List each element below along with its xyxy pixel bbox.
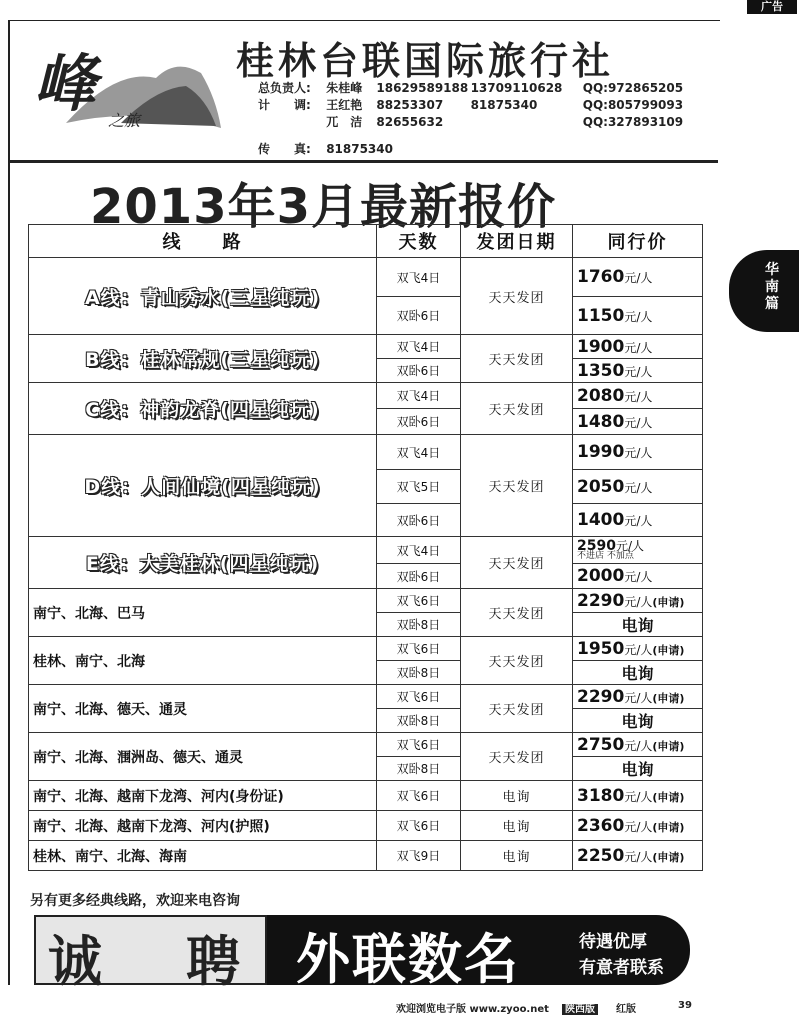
- page-number: 39: [678, 1000, 692, 1011]
- apply-label: (申请): [652, 820, 685, 834]
- price-unit: 元/人: [624, 340, 653, 355]
- price-value: 1950: [577, 638, 625, 659]
- recruit-headline: 外联数名: [296, 928, 520, 991]
- recruit-benefit: 待遇优厚: [579, 932, 647, 952]
- departure-date: 天天发团: [461, 435, 573, 537]
- price-cell: [573, 564, 703, 589]
- price-value: 2360: [577, 815, 625, 836]
- trip-days: 双飞4日: [377, 383, 461, 409]
- contact-label: 总负责人:: [258, 81, 311, 95]
- price-value: 1900: [577, 336, 625, 357]
- route-name: 南宁、北海、巴马: [29, 589, 377, 637]
- price-unit: 元/人: [624, 446, 653, 460]
- apply-label: (申请): [652, 790, 685, 804]
- price-cell: [573, 335, 703, 359]
- trip-days: 双飞6日: [377, 811, 461, 841]
- departure-date: 天天发团: [461, 258, 573, 335]
- price-cell: [573, 811, 703, 841]
- price-cell: [573, 589, 703, 613]
- recruit-char: 聘: [186, 930, 240, 993]
- trip-days: 双飞4日: [377, 335, 461, 359]
- price-unit: 元/人: [624, 389, 653, 404]
- route-name: 南宁、北海、越南下龙湾、河内(护照): [29, 811, 377, 841]
- price-value: 2750: [577, 734, 625, 755]
- price-unit: 元/人: [624, 480, 653, 495]
- apply-label: (申请): [652, 643, 685, 657]
- trip-days: 双卧8日: [377, 709, 461, 733]
- price-cell: [573, 841, 703, 871]
- trip-days: 双飞6日: [377, 733, 461, 757]
- company-logo: [26, 28, 226, 138]
- header-divider: [10, 160, 718, 163]
- price-cell: [573, 733, 703, 757]
- price-value: 2050: [577, 476, 625, 497]
- apply-label: (申请): [652, 739, 685, 753]
- contact-qq: QQ:327893109: [582, 115, 684, 129]
- column-header: 天数: [377, 225, 461, 258]
- price-note: 不进店 不加点: [577, 551, 634, 561]
- trip-days: 双飞6日: [377, 589, 461, 613]
- trip-days: 双飞5日: [377, 470, 461, 504]
- price-unit: 元/人: [624, 819, 653, 834]
- footer-edition: 红版: [616, 1004, 636, 1015]
- price-cell: [573, 470, 703, 504]
- trip-days: 双飞6日: [377, 685, 461, 709]
- column-header: 同行价: [573, 225, 703, 258]
- price-cell: [573, 537, 703, 564]
- price-unit: 元/人: [624, 738, 653, 753]
- logo-char: 峰: [34, 47, 97, 120]
- trip-days: 双卧6日: [377, 409, 461, 435]
- table-header-row: [29, 225, 703, 258]
- price-unit: 元/人: [624, 690, 653, 705]
- trip-days: 双卧6日: [377, 564, 461, 589]
- inquire-label: 电询: [573, 757, 703, 781]
- trip-days: 双飞4日: [377, 258, 461, 297]
- price-value: 2290: [577, 590, 625, 611]
- trip-days: 双飞6日: [377, 781, 461, 811]
- table-row: [29, 258, 703, 297]
- route-name: 南宁、北海、涠洲岛、德天、通灵: [29, 733, 377, 781]
- price-unit: 元/人: [624, 570, 653, 584]
- route-name: 桂林、南宁、北海: [29, 637, 377, 685]
- contact-phone: 88253307: [376, 98, 444, 112]
- table-row: [29, 811, 703, 841]
- route-name: E线：大美桂林(四星纯玩): [29, 537, 377, 589]
- contact-qq: QQ:805799093: [582, 98, 684, 112]
- table-row: [29, 781, 703, 811]
- price-value: 1350: [577, 360, 625, 381]
- apply-label: (申请): [652, 850, 685, 864]
- price-cell: [573, 435, 703, 470]
- table-row: [29, 589, 703, 613]
- contact-name: 朱桂峰: [326, 81, 363, 95]
- fax-row: [258, 140, 393, 157]
- route-name: D线：人间仙境(四星纯玩): [29, 435, 377, 537]
- contact-name: 王红艳: [326, 98, 363, 112]
- price-cell: [573, 637, 703, 661]
- departure-date: 电询: [461, 811, 573, 841]
- price-unit: 元/人: [624, 594, 653, 609]
- footer-site: 欢迎浏览电子版 www.zyoo.net: [396, 1004, 549, 1015]
- column-header: 线 路: [29, 225, 377, 258]
- price-value: 2290: [577, 686, 625, 707]
- table-row: [29, 335, 703, 359]
- table-row: [29, 383, 703, 409]
- trip-days: 双飞4日: [377, 435, 461, 470]
- departure-date: 电询: [461, 841, 573, 871]
- contact-phone: 81875340: [470, 98, 538, 112]
- contact-phone: 82655632: [376, 115, 444, 129]
- price-value: 2080: [577, 385, 625, 406]
- price-unit: 元/人: [615, 539, 645, 553]
- price-value: 1480: [577, 411, 625, 432]
- trip-days: 双卧8日: [377, 613, 461, 637]
- price-table: [28, 224, 703, 871]
- recruit-contact: 有意者联系: [579, 958, 664, 978]
- departure-date: 天天发团: [461, 589, 573, 637]
- departure-date: 天天发团: [461, 685, 573, 733]
- price-cell: [573, 359, 703, 383]
- price-value: 2590: [577, 538, 616, 554]
- price-unit: 元/人: [624, 364, 653, 379]
- section-tab: [729, 250, 799, 332]
- route-name: 桂林、南宁、北海、海南: [29, 841, 377, 871]
- price-value: 2250: [577, 845, 625, 866]
- route-name: 南宁、北海、越南下龙湾、河内(身份证): [29, 781, 377, 811]
- price-cell: [573, 383, 703, 409]
- price-value: 2000: [577, 566, 625, 586]
- price-cell: [573, 258, 703, 297]
- price-cell: [573, 504, 703, 537]
- departure-date: 天天发团: [461, 733, 573, 781]
- recruit-char: 诚: [48, 930, 102, 993]
- price-cell: [573, 685, 703, 709]
- price-value: 3180: [577, 785, 625, 806]
- footer-paper-label: 陕西版: [562, 1004, 598, 1015]
- price-value: 1150: [577, 305, 625, 326]
- price-unit: 元/人: [624, 789, 653, 804]
- price-cell: [573, 409, 703, 435]
- page-title: 2013年3月最新报价: [90, 179, 556, 235]
- price-unit: 元/人: [624, 514, 653, 528]
- footer-paper: [562, 1000, 598, 1015]
- apply-label: (申请): [652, 595, 685, 609]
- route-name: C线：神韵龙脊(四星纯玩): [29, 383, 377, 435]
- departure-date: 天天发团: [461, 335, 573, 383]
- table-row: [29, 435, 703, 470]
- departure-date: 天天发团: [461, 537, 573, 589]
- section-tab-label: 华南篇: [765, 262, 779, 312]
- trip-days: 双卧6日: [377, 297, 461, 335]
- contact-name: 兀 洁: [326, 115, 363, 129]
- contact-phone: 18629589188: [376, 81, 469, 95]
- price-cell: [573, 297, 703, 335]
- column-header: 发团日期: [461, 225, 573, 258]
- contact-row: [258, 96, 683, 113]
- table-row: [29, 537, 703, 564]
- recruit-panel: [34, 915, 267, 993]
- more-routes-note: 另有更多经典线路，欢迎来电咨询: [30, 893, 240, 909]
- trip-days: 双卧6日: [377, 504, 461, 537]
- trip-days: 双飞9日: [377, 841, 461, 871]
- fax-label: 传 真:: [258, 142, 311, 156]
- contact-row: [258, 113, 683, 130]
- recruit-banner: [34, 915, 690, 993]
- price-cell: [573, 781, 703, 811]
- price-value: 1400: [577, 510, 625, 530]
- table-row: [29, 733, 703, 757]
- company-name: 桂林台联国际旅行社: [236, 39, 615, 83]
- ad-tag: 广告: [747, 0, 797, 14]
- inquire-label: 电询: [573, 709, 703, 733]
- trip-days: 双飞6日: [377, 637, 461, 661]
- price-unit: 元/人: [624, 642, 653, 657]
- departure-date: 天天发团: [461, 637, 573, 685]
- route-name: 南宁、北海、德天、通灵: [29, 685, 377, 733]
- fax-number: 81875340: [326, 142, 393, 156]
- trip-days: 双卧8日: [377, 757, 461, 781]
- price-unit: 元/人: [624, 309, 653, 324]
- apply-label: (申请): [652, 691, 685, 705]
- trip-days: 双卧6日: [377, 359, 461, 383]
- price-value: 1760: [577, 267, 625, 287]
- inquire-label: 电询: [573, 661, 703, 685]
- route-name: A线：青山秀水(三星纯玩): [29, 258, 377, 335]
- departure-date: 电询: [461, 781, 573, 811]
- inquire-label: 电询: [573, 613, 703, 637]
- table-row: [29, 685, 703, 709]
- departure-date: 天天发团: [461, 383, 573, 435]
- contact-row: [258, 79, 683, 96]
- table-row: [29, 637, 703, 661]
- price-unit: 元/人: [624, 415, 653, 430]
- price-unit: 元/人: [624, 271, 653, 285]
- price-unit: 元/人: [624, 849, 653, 864]
- contact-qq: QQ:972865205: [582, 81, 684, 95]
- trip-days: 双飞4日: [377, 537, 461, 564]
- route-name: B线：桂林常规(三星纯玩): [29, 335, 377, 383]
- contact-label: 计 调:: [258, 98, 311, 112]
- trip-days: 双卧8日: [377, 661, 461, 685]
- table-row: [29, 841, 703, 871]
- contact-phone: 13709110628: [470, 81, 563, 95]
- price-value: 1990: [577, 442, 625, 462]
- logo-caption: 之旅: [108, 111, 141, 130]
